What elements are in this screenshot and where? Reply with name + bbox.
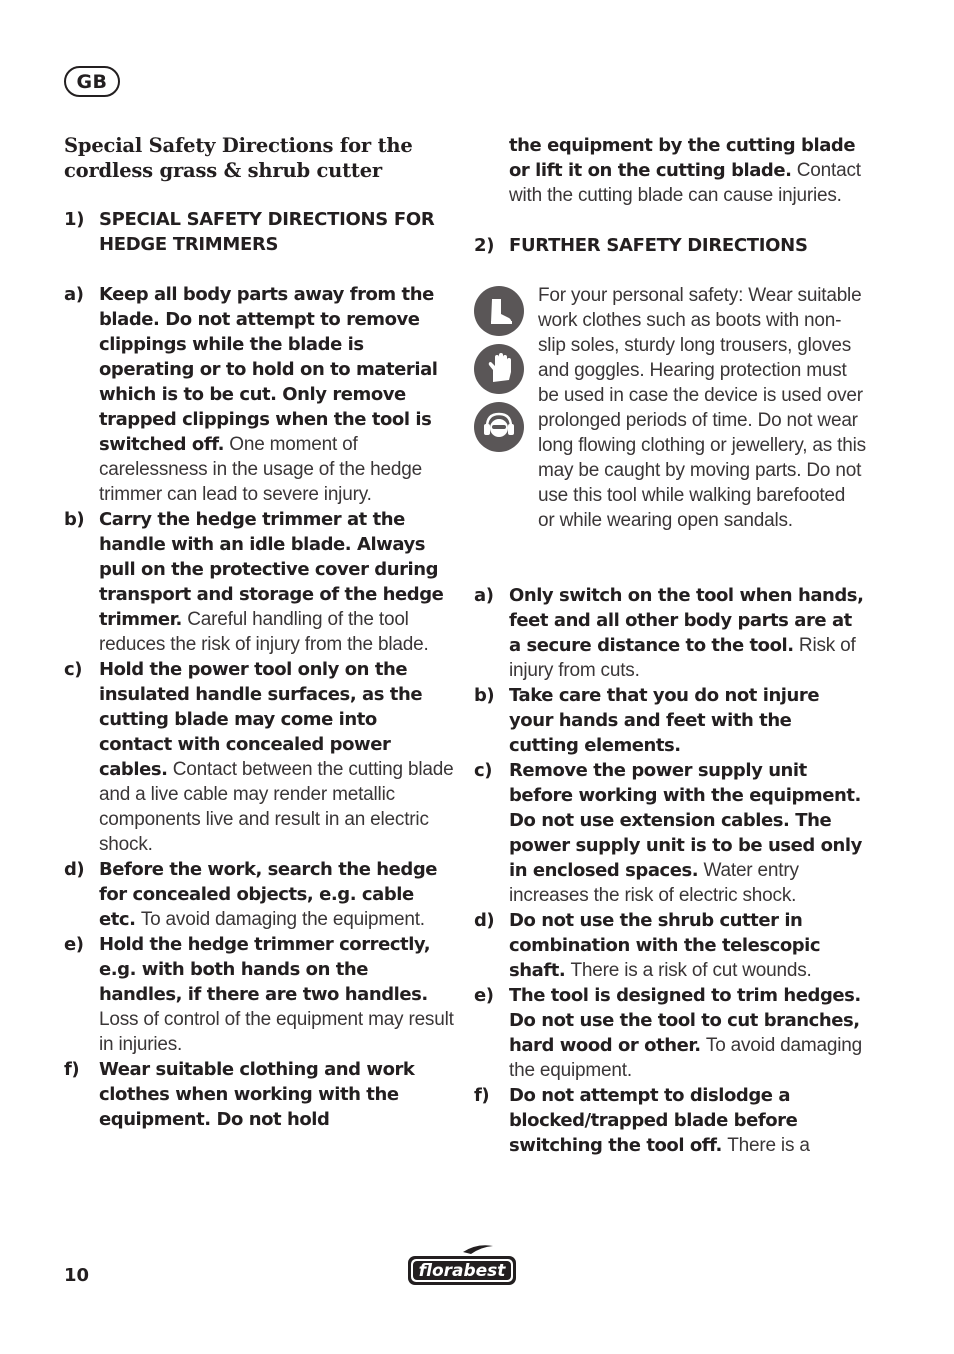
list-item — [64, 932, 454, 1057]
item-normal-text: To avoid damaging the equipment. — [509, 1035, 862, 1081]
list-item — [64, 857, 454, 932]
item-letter: a) — [474, 585, 494, 606]
item-normal-text: Water entry increases the risk of electric shock. — [509, 860, 799, 906]
item-letter: f) — [474, 1085, 490, 1106]
item-letter: e) — [64, 934, 84, 955]
item-bold-text: Wear suitable clothing and work clothes when working with the equipment. Do not hold — [99, 1059, 415, 1130]
item-letter: b) — [64, 509, 85, 530]
item-bold-text: The tool is designed to trim hedges. Do not use the tool to cut branches, hard wood or other. — [509, 985, 861, 1056]
item-bold-text: the equipment by the cutting blade or lift it on the cutting blade. — [509, 135, 856, 181]
item-bold-text: Hold the hedge trimmer correctly, e.g. with both hands on the handles, if there are two handles. — [99, 934, 431, 1005]
item-normal-text: Contact with the cutting blade can cause injuries. — [509, 160, 861, 206]
right-item-list — [474, 583, 866, 1158]
item-normal-text: Contact between the cutting blade and a live cable may render metallic components live and result in an electric shock. — [99, 759, 454, 855]
item-letter: f) — [64, 1059, 80, 1080]
item-bold-text: Carry the hedge trimmer at the handle with an idle blade. Always pull on the protective cover during transport and storage of the hedge trimmer. — [99, 509, 444, 630]
language-badge: GB — [64, 66, 120, 97]
left-column — [64, 133, 454, 1132]
section-number: 1) — [64, 209, 85, 230]
item-bold-text: Before the work, search the hedge for concealed objects, e.g. cable etc. — [99, 859, 438, 930]
item-bold-text: Do not use the shrub cutter in combination with the telescopic shaft. — [509, 910, 821, 981]
logo-text: florabest — [418, 1261, 506, 1281]
list-item — [474, 683, 866, 758]
item-normal-text: To avoid damaging the equipment. — [140, 909, 425, 930]
section-number: 2) — [474, 235, 495, 256]
item-continuation — [474, 133, 866, 208]
section-title-text: FURTHER SAFETY DIRECTIONS — [509, 235, 808, 256]
florabest-logo — [405, 1244, 519, 1290]
item-normal-text: Careful handling of the tool reduces the risk of injury from the blade. — [99, 609, 429, 655]
list-item — [474, 1083, 866, 1158]
list-item — [474, 758, 866, 908]
list-item — [474, 583, 866, 683]
item-letter: a) — [64, 284, 84, 305]
right-column — [474, 133, 866, 1158]
safety-boots-icon — [474, 286, 524, 336]
list-item — [64, 282, 454, 507]
list-item — [474, 983, 866, 1083]
item-normal-text: There is a — [727, 1135, 810, 1156]
item-bold-text: Hold the power tool only on the insulated handle surfaces, as the cutting blade may come into contact with concealed power cables. — [99, 659, 423, 780]
item-bold-text: Only switch on the tool when hands, feet and all other body parts are at a secure distance to the tool. — [509, 585, 864, 656]
left-item-list — [64, 282, 454, 1132]
item-bold-text: Remove the power supply unit before working with the equipment. Do not use extension cables. The power supply unit is to be used only in enclosed spaces. — [509, 760, 862, 881]
list-item — [64, 1057, 454, 1132]
list-item — [64, 657, 454, 857]
item-letter: c) — [474, 760, 492, 781]
page-number: 10 — [64, 1265, 90, 1286]
item-bold-text: Do not attempt to dislodge a blocked/trapped blade before switching the tool off. — [509, 1085, 798, 1156]
item-normal-text: One moment of carelessness in the usage of the hedge trimmer can lead to severe injury. — [99, 434, 423, 505]
ppe-description: For your personal safety: Wear suitable work clothes such as boots with non-slip soles, sturdy long trousers, gloves and goggles. Hearing protection must be used in case the device is used over prolonged periods of time. Do not wear long flowing clothing or jewellery, as this may be caught by moving parts. Do not use this tool while walking barefooted or while wearing open sandals. — [538, 285, 866, 531]
protective-glove-icon — [474, 344, 524, 394]
page-title: Special Safety Directions for the cordless grass & shrub cutter — [64, 134, 413, 182]
section-title-text: SPECIAL SAFETY DIRECTIONS FOR HEDGE TRIMMERS — [99, 209, 435, 255]
ear-protection-icon — [474, 402, 524, 452]
item-bold-text: Take care that you do not injure your hands and feet with the cutting elements. — [509, 685, 820, 756]
list-item — [64, 507, 454, 657]
item-letter: c) — [64, 659, 82, 680]
list-item — [474, 908, 866, 983]
item-normal-text: There is a risk of cut wounds. — [570, 960, 812, 981]
item-normal-text: Risk of injury from cuts. — [509, 635, 856, 681]
item-normal-text: Loss of control of the equipment may result in injuries. — [99, 1009, 454, 1055]
item-letter: d) — [474, 910, 495, 931]
item-bold-text: Keep all body parts away from the blade. Do not attempt to remove clippings while the blade is operating or to hold on to material which is to be cut. Only remove trapped clippings when the tool is switched off. — [99, 284, 438, 455]
item-letter: b) — [474, 685, 495, 706]
item-letter: d) — [64, 859, 85, 880]
section-2-title — [474, 233, 866, 258]
ppe-icon-stack — [474, 283, 538, 533]
ppe-block — [474, 283, 866, 533]
item-letter: e) — [474, 985, 494, 1006]
section-1-title — [64, 207, 454, 257]
